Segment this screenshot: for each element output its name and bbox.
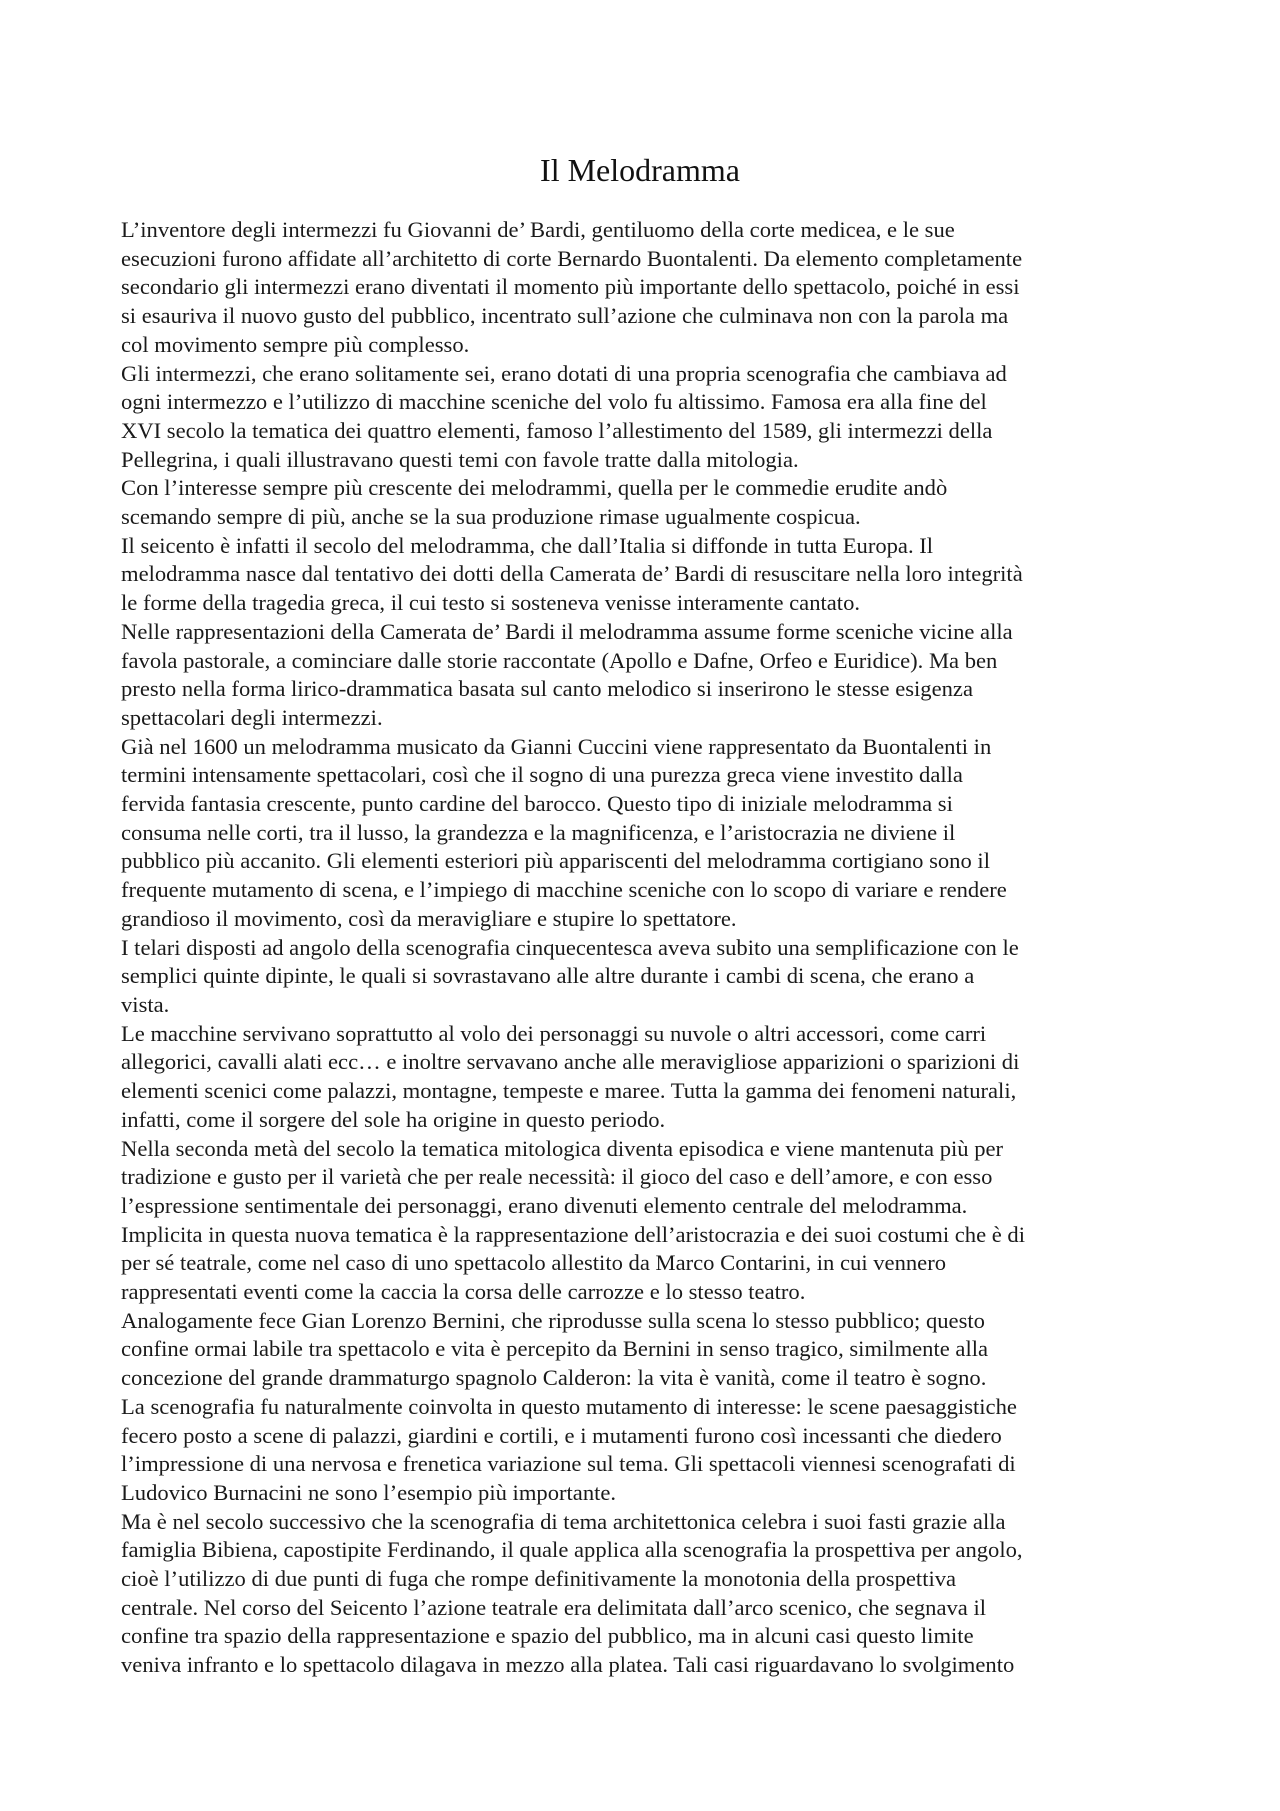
body-line: termini intensamente spettacolari, così che il sogno di una purezza greca viene investito dalla <box>121 762 963 788</box>
body-line: presto nella forma lirico-drammatica basata sul canto melodico si inserirono le stesse esigenza <box>121 676 973 702</box>
body-line: elementi scenici come palazzi, montagne, tempeste e maree. Tutta la gamma dei fenomeni naturali, <box>121 1078 1017 1104</box>
body-line: Analogamente fece Gian Lorenzo Bernini, che riprodusse sulla scena lo stesso pubblico; questo <box>121 1307 985 1333</box>
body-line: scemando sempre di più, anche se la sua produzione rimase ugualmente cospicua. <box>121 504 861 530</box>
body-line: tradizione e gusto per il varietà che per reale necessità: il gioco del caso e dell’amore, e con esso <box>121 1164 993 1190</box>
body-line: concezione del grande drammaturgo spagnolo Calderon: la vita è vanità, come il teatro è sogno. <box>121 1365 987 1391</box>
document-title: Il Melodramma <box>540 152 740 188</box>
body-line: grandioso il movimento, così da meravigliare e stupire lo spettatore. <box>121 905 737 931</box>
body-line: Con l’interesse sempre più crescente dei melodrammi, quella per le commedie erudite andò <box>121 475 948 501</box>
body-line: ogni intermezzo e l’utilizzo di macchine sceniche del volo fu altissimo. Famosa era alla fine del <box>121 389 987 415</box>
body-line: cioè l’utilizzo di due punti di fuga che rompe definitivamente la monotonia della prospettiva <box>121 1566 957 1592</box>
body-line: rappresentati eventi come la caccia la corsa delle carrozze e lo stesso teatro. <box>121 1279 806 1305</box>
body-line: spettacolari degli intermezzi. <box>121 704 383 730</box>
body-line: si esauriva il nuovo gusto del pubblico, incentrato sull’azione che culminava non con la parola ma <box>121 303 1009 329</box>
body-line: confine ormai labile tra spettacolo e vita è percepito da Bernini in senso tragico, similmente alla <box>121 1336 989 1362</box>
body-line: secondario gli intermezzi erano diventati il momento più importante dello spettacolo, poiché in essi <box>121 274 1020 300</box>
body-line: Ludovico Burnacini ne sono l’esempio più importante. <box>121 1479 617 1505</box>
body-line: per sé teatrale, come nel caso di uno spettacolo allestito da Marco Contarini, in cui vennero <box>121 1250 947 1276</box>
body-line: Nelle rappresentazioni della Camerata de’ Bardi il melodramma assume forme sceniche vicine alla <box>121 618 1013 644</box>
body-line: La scenografia fu naturalmente coinvolta in questo mutamento di interesse: le scene paesaggistiche <box>121 1393 1017 1419</box>
body-line: le forme della tragedia greca, il cui testo si sosteneva venisse interamente cantato. <box>121 590 861 616</box>
body-line: pubblico più accanito. Gli elementi esteriori più appariscenti del melodramma cortigiano sono il <box>121 848 990 874</box>
body-line: l’espressione sentimentale dei personaggi, erano divenuti elemento centrale del melodramma. <box>121 1192 968 1218</box>
body-line: esecuzioni furono affidate all’architetto di corte Bernardo Buontalenti. Da elemento completamente <box>121 245 1023 271</box>
body-line: Nella seconda metà del secolo la tematica mitologica diventa episodica e viene mantenuta più per <box>121 1135 1004 1161</box>
body-line: veniva infranto e lo spettacolo dilagava in mezzo alla platea. Tali casi riguardavano lo svolgimento <box>121 1652 1015 1678</box>
body-line: confine tra spazio della rappresentazione e spazio del pubblico, ma in alcuni casi questo limite <box>121 1623 974 1649</box>
body-line: famiglia Bibiena, capostipite Ferdinando, il quale applica alla scenografia la prospettiva per angolo, <box>121 1537 1023 1563</box>
body-line: fecero posto a scene di palazzi, giardini e cortili, e i mutamenti furono così incessanti che diedero <box>121 1422 1002 1448</box>
body-line: XVI secolo la tematica dei quattro elementi, famoso l’allestimento del 1589, gli intermezzi della <box>121 417 993 443</box>
body-line: melodramma nasce dal tentativo dei dotti della Camerata de’ Bardi di resuscitare nella loro integrità <box>121 561 1023 587</box>
body-line: Le macchine servivano soprattutto al volo dei personaggi su nuvole o altri accessori, come carri <box>121 1020 987 1046</box>
body-line: Ma è nel secolo successivo che la scenografia di tema architettonica celebra i suoi fasti grazie alla <box>121 1508 1006 1534</box>
body-line: col movimento sempre più complesso. <box>121 331 470 357</box>
body-line: Pellegrina, i quali illustravano questi temi con favole tratte dalla mitologia. <box>121 446 799 472</box>
body-line: semplici quinte dipinte, le quali si sovrastavano alle altre durante i cambi di scena, che erano a <box>121 963 975 989</box>
body-line: vista. <box>121 991 170 1017</box>
body-line: favola pastorale, a cominciare dalle storie raccontate (Apollo e Dafne, Orfeo e Euridice). Ma ben <box>121 647 998 673</box>
body-line: l’impressione di una nervosa e frenetica variazione sul tema. Gli spettacoli viennesi scenografati di <box>121 1451 1016 1477</box>
body-line: Implicita in questa nuova tematica è la rappresentazione dell’aristocrazia e dei suoi costumi che è di <box>121 1221 1026 1247</box>
body-line: L’inventore degli intermezzi fu Giovanni de’ Bardi, gentiluomo della corte medicea, e le sue <box>121 217 955 242</box>
body-line: fervida fantasia crescente, punto cardine del barocco. Questo tipo di iniziale melodramma si <box>121 791 953 817</box>
body-line: allegorici, cavalli alati ecc… e inoltre servavano anche alle meravigliose apparizioni o sparizioni di <box>121 1049 1020 1075</box>
body-line: Gli intermezzi, che erano solitamente sei, erano dotati di una propria scenografia che cambiava ad <box>121 360 1007 386</box>
body-line: I telari disposti ad angolo della scenografia cinquecentesca aveva subito una semplificazione con le <box>121 934 1019 960</box>
body-line: consuma nelle corti, tra il lusso, la grandezza e la magnificenza, e l’aristocrazia ne diviene il <box>121 819 956 845</box>
body-line: Già nel 1600 un melodramma musicato da Gianni Cuccini viene rappresentato da Buontalenti in <box>121 733 992 759</box>
document-body <box>121 216 1161 1680</box>
body-line: frequente mutamento di scena, e l’impiego di macchine sceniche con lo scopo di variare e rendere <box>121 877 1007 903</box>
body-line: infatti, come il sorgere del sole ha origine in questo periodo. <box>121 1106 666 1132</box>
body-line: Il seicento è infatti il secolo del melodramma, che dall’Italia si diffonde in tutta Europa. Il <box>121 532 934 558</box>
body-line: centrale. Nel corso del Seicento l’azione teatrale era delimitata dall’arco scenico, che segnava il <box>121 1594 987 1620</box>
